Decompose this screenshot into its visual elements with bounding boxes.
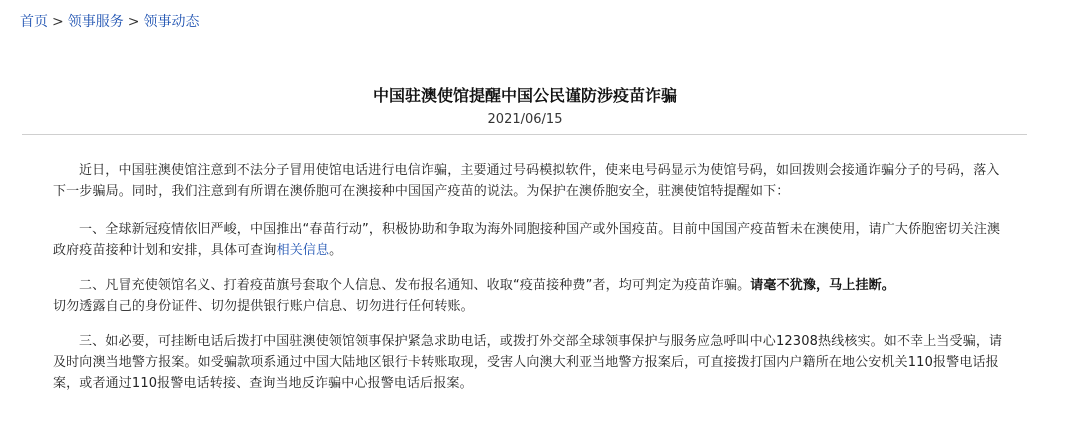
paragraph-1-text: 一、全球新冠疫情依旧严峻，中国推出“春苗行动”，积极协助和争取为海外同胞接种国产或外国疫苗。目前中国国产疫苗暂未在澳使用，请广大侨胞密切关注澳政府疫苗接种计划和安排，具体可查询 xyxy=(53,222,1001,258)
breadcrumb-separator: > xyxy=(52,14,64,30)
paragraph-2-bold-warning: 请毫不犹豫，马上挂断。 xyxy=(750,278,895,293)
paragraph-2-end: 切勿透露自己的身份证件、切勿提供银行账户信息、切勿进行任何转账。 xyxy=(53,299,474,314)
article-paragraph-2 xyxy=(53,275,1003,317)
breadcrumb xyxy=(20,12,199,32)
breadcrumb-consular-news-link[interactable]: 领事动态 xyxy=(143,14,200,30)
article-paragraph-intro: 近日，中国驻澳使馆注意到不法分子冒用使馆电话进行电信诈骗，主要通过号码模拟软件，使来电号码显示为使馆号码，如回拨则会接通诈骗分子的号码，落入下一步骗局。同时，我们注意到有所谓在澳侨胞可在澳接种中国国产疫苗的说法。为保护在澳侨胞安全，驻澳使馆特提醒如下： xyxy=(53,163,1000,199)
paragraph-2-text: 二、凡冒充使领馆名义、打着疫苗旗号套取个人信息、发布报名通知、收取“疫苗接种费”者，均可判定为疫苗诈骗。 xyxy=(79,278,751,293)
paragraph-1-end: 。 xyxy=(329,243,343,258)
related-info-link[interactable]: 相关信息 xyxy=(276,243,330,258)
article-title: 中国驻澳使馆提醒中国公民谨防涉疫苗诈骗 xyxy=(372,86,677,105)
article-body xyxy=(53,160,1003,408)
article-date: 2021/06/15 xyxy=(487,112,563,127)
title-divider xyxy=(22,134,1027,135)
article-paragraph-3: 三、如必要，可挂断电话后拨打中国驻澳使领馆领事保护紧急求助电话，或拨打外交部全球领事保护与服务应急呼叫中心12308热线核实。如不幸上当受骗，请及时向澳当地警方报案。如受骗款项系通过中国大陆地区银行卡转账取现，受害人向澳大利亚当地警方报案后，可直接拨打国内户籍所在地公安机关110报警电话报案，或者通过110报警电话转接、查询当地反诈骗中心报警电话后报案。 xyxy=(53,334,1003,391)
breadcrumb-home-link[interactable]: 首页 xyxy=(20,14,48,30)
breadcrumb-consular-services-link[interactable]: 领事服务 xyxy=(67,14,124,30)
article-paragraph-1 xyxy=(53,219,1003,261)
breadcrumb-separator: > xyxy=(127,14,140,30)
